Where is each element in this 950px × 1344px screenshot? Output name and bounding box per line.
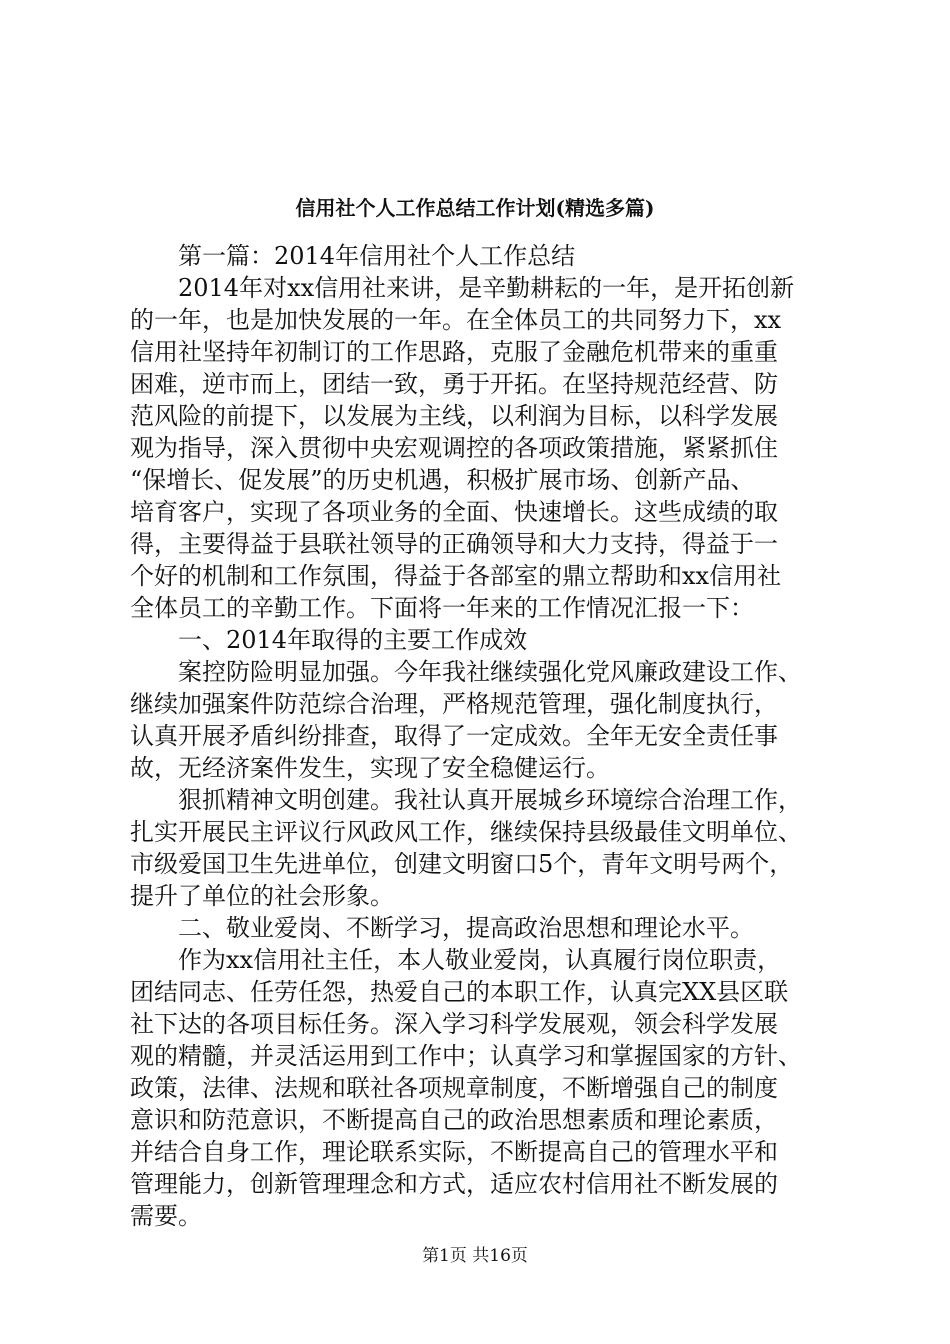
text-line: 狠抓精神文明创建。我社认真开展城乡环境综合治理工作， bbox=[178, 786, 802, 814]
text-line: 困难，逆市而上，团结一致，勇于开拓。在坚持规范经营、防 bbox=[130, 370, 778, 398]
text-line: 作为xx信用社主任，本人敬业爱岗，认真履行岗位职责， bbox=[178, 946, 782, 974]
text-line: 意识和防范意识，不断提高自己的政治思想素质和理论素质， bbox=[130, 1106, 778, 1134]
text-line: 的一年，也是加快发展的一年。在全体员工的共同努力下，xx bbox=[130, 306, 782, 334]
document-title: 信用社个人工作总结工作计划(精选多篇) bbox=[295, 196, 655, 220]
text-line: 管理能力，创新管理理念和方式，适应农村信用社不断发展的 bbox=[130, 1170, 778, 1198]
text-line: 需要。 bbox=[130, 1202, 202, 1230]
text-line: 培育客户，实现了各项业务的全面、快速增长。这些成绩的取 bbox=[130, 498, 778, 526]
text-line: 2014年对xx信用社来讲，是辛勤耕耘的一年，是开拓创新 bbox=[178, 274, 795, 302]
text-line: 观的精髓，并灵活运用到工作中；认真学习和掌握国家的方针、 bbox=[130, 1042, 802, 1070]
text-line: 继续加强案件防范综合治理，严格规范管理，强化制度执行， bbox=[130, 690, 778, 718]
text-line: 观为指导，深入贯彻中央宏观调控的各项政策措施，紧紧抓住 bbox=[130, 434, 778, 462]
text-line: 团结同志、任劳任怨，热爱自己的本职工作，认真完XX县区联 bbox=[130, 978, 789, 1006]
text-line: 个好的机制和工作氛围，得益于各部室的鼎立帮助和xx信用社 bbox=[130, 562, 782, 590]
text-line: “保增长、促发展”的历史机遇，积极扩展市场、创新产品、 bbox=[130, 466, 755, 494]
text-line: 一、2014年取得的主要工作成效 bbox=[178, 626, 528, 654]
text-line: 社下达的各项目标任务。深入学习科学发展观，领会科学发展 bbox=[130, 1010, 778, 1038]
text-line: 扎实开展民主评议行风政风工作，继续保持县级最佳文明单位、 bbox=[130, 818, 802, 846]
text-line: 二、敬业爱岗、不断学习，提高政治思想和理论水平。 bbox=[178, 914, 754, 942]
page-footer: 第1页 共16页 bbox=[422, 1246, 528, 1266]
text-line: 范风险的前提下，以发展为主线，以利润为目标，以科学发展 bbox=[130, 402, 778, 430]
text-line: 案控防险明显加强。今年我社继续强化党风廉政建设工作、 bbox=[178, 658, 802, 686]
text-line: 故，无经济案件发生，实现了安全稳健运行。 bbox=[130, 754, 610, 782]
text-line: 得，主要得益于县联社领导的正确领导和大力支持，得益于一 bbox=[130, 530, 778, 558]
text-line: 信用社坚持年初制订的工作思路，克服了金融危机带来的重重 bbox=[130, 338, 778, 366]
text-line: 市级爱国卫生先进单位，创建文明窗口5个，青年文明号两个， bbox=[130, 850, 794, 878]
document-body bbox=[130, 240, 830, 1232]
text-line: 全体员工的辛勤工作。下面将一年来的工作情况汇报一下： bbox=[130, 594, 754, 622]
text-line: 政策，法律、法规和联社各项规章制度，不断增强自己的制度 bbox=[130, 1074, 778, 1102]
text-line: 认真开展矛盾纠纷排查，取得了一定成效。全年无安全责任事 bbox=[130, 722, 778, 750]
text-line: 提升了单位的社会形象。 bbox=[130, 882, 394, 910]
text-line: 第一篇：2014年信用社个人工作总结 bbox=[178, 242, 576, 270]
text-line: 并结合自身工作，理论联系实际，不断提高自己的管理水平和 bbox=[130, 1138, 778, 1166]
